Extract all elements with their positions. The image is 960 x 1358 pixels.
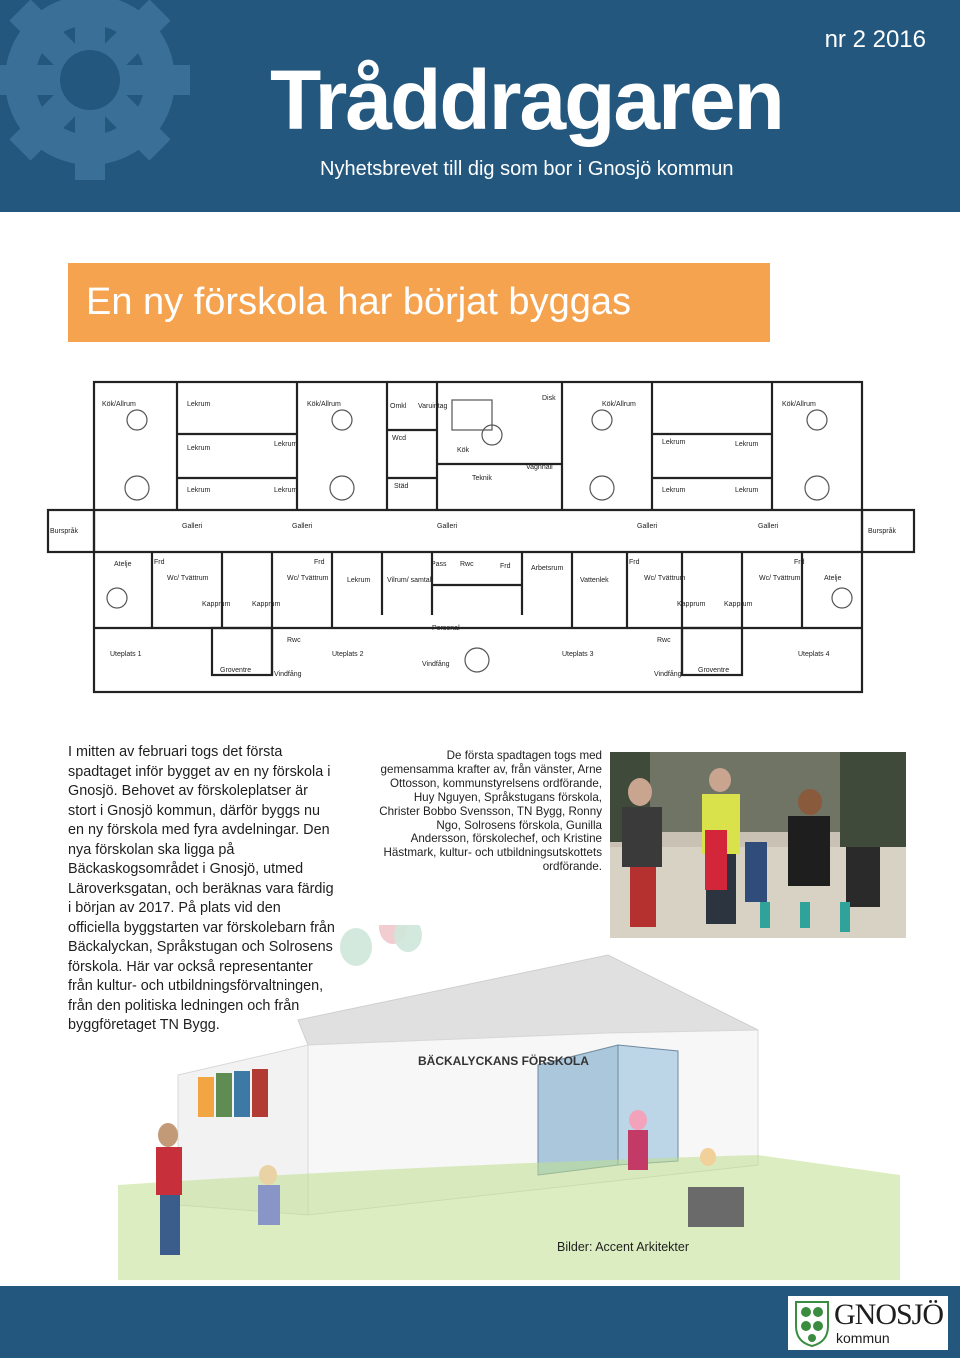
svg-text:Kapprum: Kapprum	[677, 601, 706, 608]
svg-text:Burspråk: Burspråk	[868, 528, 897, 535]
svg-text:Wc/ Tvättrum: Wc/ Tvättrum	[167, 575, 209, 582]
issue-number: nr 2 2016	[824, 26, 926, 53]
svg-text:Galleri: Galleri	[637, 523, 658, 530]
svg-text:Lekrum: Lekrum	[662, 487, 686, 494]
svg-text:Uteplats 3: Uteplats 3	[562, 651, 594, 658]
svg-text:Uteplats 2: Uteplats 2	[332, 651, 364, 658]
svg-text:Wc/ Tvättrum: Wc/ Tvättrum	[759, 575, 801, 582]
svg-text:Lekrum: Lekrum	[187, 401, 211, 408]
svg-text:Groventre: Groventre	[220, 667, 252, 674]
svg-text:Lekrum: Lekrum	[187, 487, 211, 494]
svg-text:Vindfång: Vindfång	[422, 661, 450, 668]
groundbreaking-photo	[610, 752, 906, 938]
svg-text:Kapprum: Kapprum	[252, 601, 281, 608]
svg-text:Vilrum/ samtal: Vilrum/ samtal	[387, 577, 432, 584]
masthead-banner	[0, 0, 960, 212]
svg-text:Lekrum: Lekrum	[735, 441, 759, 448]
svg-text:Uteplats 1: Uteplats 1	[110, 651, 142, 658]
svg-text:Vindfång: Vindfång	[274, 671, 302, 678]
svg-text:Kök/Allrum: Kök/Allrum	[782, 401, 816, 408]
svg-text:Frd: Frd	[500, 563, 511, 570]
svg-text:Lekrum: Lekrum	[347, 577, 371, 584]
floor-plan	[42, 360, 920, 705]
svg-text:Lekrum: Lekrum	[187, 445, 211, 452]
svg-text:Lekrum: Lekrum	[274, 487, 298, 494]
svg-text:Pass: Pass	[431, 561, 447, 568]
svg-text:Burspråk: Burspråk	[50, 528, 79, 535]
logo-wordmark: GNOSJÖ	[834, 1298, 944, 1331]
image-credit: Bilder: Accent Arkitekter	[557, 1240, 690, 1254]
logo-subtext: kommun	[836, 1330, 890, 1346]
svg-text:Groventre: Groventre	[698, 667, 730, 674]
svg-text:Kök: Kök	[457, 447, 470, 454]
newsletter-title: Tråddragaren	[270, 53, 783, 147]
svg-text:Galleri: Galleri	[758, 523, 779, 530]
svg-text:Kök/Allrum: Kök/Allrum	[602, 401, 636, 408]
svg-text:Vattenlek: Vattenlek	[580, 577, 609, 584]
article-body: I mitten av februari togs det första spadtaget inför bygget av en ny förskola i Gnosjö. Behovet av förskoleplatser är stort i Gnosjö kommun, därför byggs nu en ny förskola med fyra avdelningar. Den nya förskolan ska ligga på Bäckaskogsområdet i Gnosjö, utmed Läroverksgatan, och beräknas vara färdig i början av 2017. På plats vid den officiella byggstarten var förskolebarn från Bäckalyckan, Språkstugan och Solrosens förskola. Här var också representanter från kultur- och utbildningsförvaltningen, från den politiska ledningen och från byggföretaget TN Bygg.	[68, 744, 335, 1033]
svg-text:Teknik: Teknik	[472, 475, 492, 482]
svg-text:Galleri: Galleri	[437, 523, 458, 530]
svg-text:Kök/Allrum: Kök/Allrum	[307, 401, 341, 408]
svg-text:Wc/ Tvättrum: Wc/ Tvättrum	[287, 575, 329, 582]
svg-text:Omkl: Omkl	[390, 403, 407, 410]
svg-text:Atelje: Atelje	[824, 575, 842, 582]
gear-icon	[0, 0, 200, 210]
svg-text:Rwc: Rwc	[287, 637, 301, 644]
svg-text:Frd: Frd	[629, 559, 640, 566]
svg-text:Galleri: Galleri	[292, 523, 313, 530]
svg-text:Lekrum: Lekrum	[735, 487, 759, 494]
school-sign: BÄCKALYCKANS FÖRSKOLA	[418, 1054, 589, 1068]
svg-text:Lekrum: Lekrum	[662, 439, 686, 446]
svg-text:Rwc: Rwc	[460, 561, 474, 568]
gnosjo-crest-icon	[792, 1298, 832, 1348]
svg-text:Rwc: Rwc	[657, 637, 671, 644]
svg-text:Vagnhall: Vagnhall	[526, 464, 553, 471]
svg-text:Kapprum: Kapprum	[202, 601, 231, 608]
preschool-rendering	[118, 925, 900, 1280]
svg-text:Disk: Disk	[542, 395, 556, 402]
svg-text:Galleri: Galleri	[182, 523, 203, 530]
svg-text:Wc/ Tvättrum: Wc/ Tvättrum	[644, 575, 686, 582]
article-headline: En ny förskola har börjat byggas	[68, 263, 770, 342]
svg-text:Frd: Frd	[154, 559, 165, 566]
svg-text:Lekrum: Lekrum	[274, 441, 298, 448]
svg-text:Arbetsrum: Arbetsrum	[531, 565, 564, 572]
gnosjo-logo	[788, 1296, 948, 1350]
svg-text:Frd: Frd	[314, 559, 325, 566]
svg-text:Atelje: Atelje	[114, 561, 132, 568]
svg-text:Kapprum: Kapprum	[724, 601, 753, 608]
svg-text:Kök/Allrum: Kök/Allrum	[102, 401, 136, 408]
svg-text:Uteplats 4: Uteplats 4	[798, 651, 830, 658]
svg-text:Frd: Frd	[794, 559, 805, 566]
svg-text:Varuintag: Varuintag	[418, 403, 448, 410]
photo-caption: De första spadtagen togs med gemensamma krafter av, från vänster, Arne Ottosson, kommunstyrelsens ordförande, Huy Nguyen, Språkstugans förskola, Christer Bobbo Svensson, TN Bygg, Ronny Ngo, Solrosens förskola, Gunilla Andersson, förskolechef, och Kristine Hästmark, kultur- och utbildningsutskottets ordförande.	[379, 749, 602, 874]
svg-text:Vindfång: Vindfång	[654, 671, 682, 678]
svg-text:Wcd: Wcd	[392, 435, 406, 442]
svg-text:Personal: Personal	[432, 625, 460, 632]
svg-text:Städ: Städ	[394, 483, 409, 490]
newsletter-tagline: Nyhetsbrevet till dig som bor i Gnosjö kommun	[320, 158, 734, 180]
